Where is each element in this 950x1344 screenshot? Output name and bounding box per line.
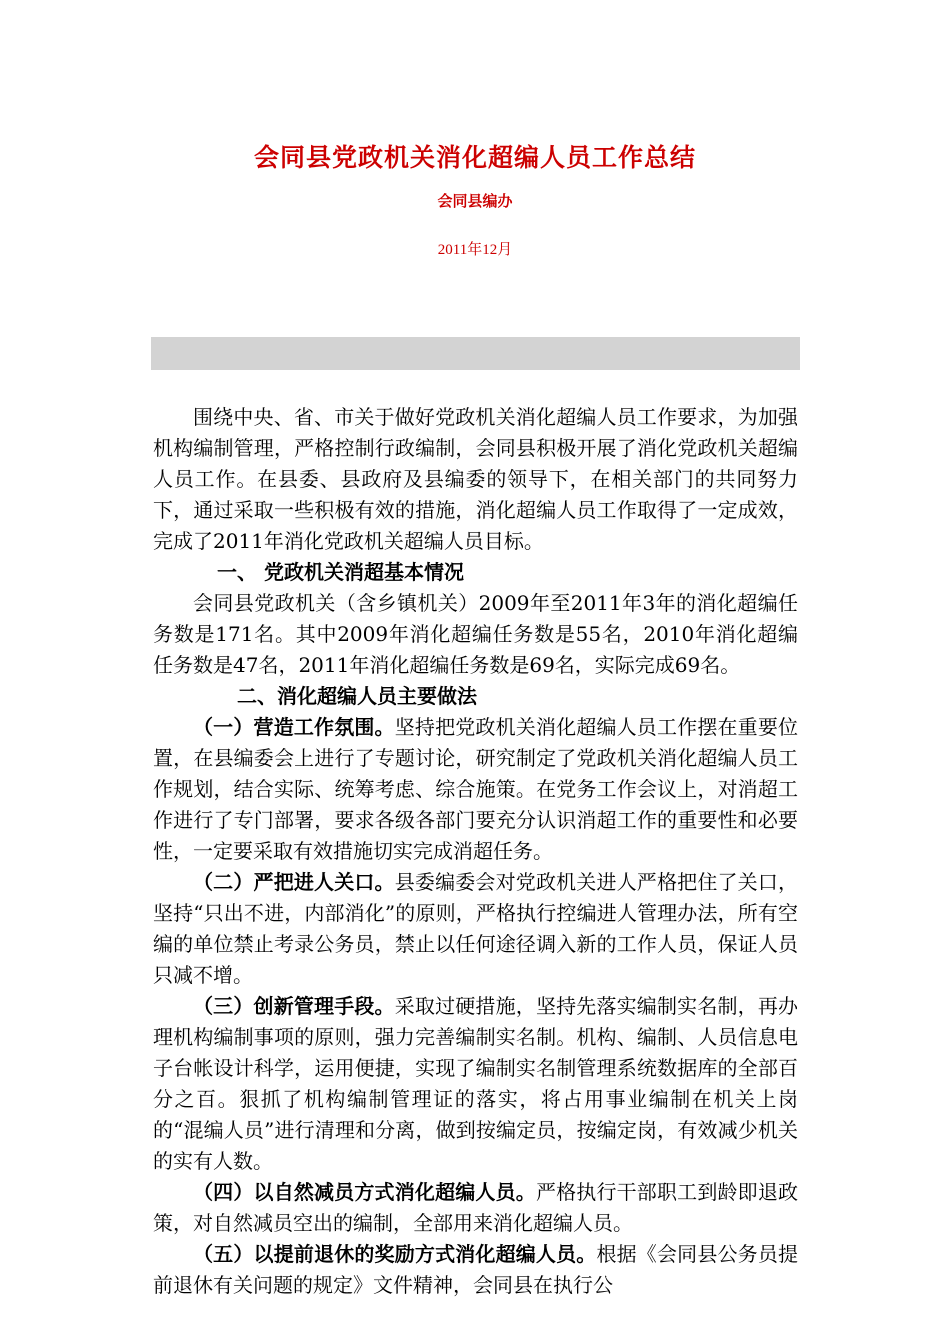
measure-paragraph-1 [153, 712, 798, 867]
document-title: 会同县党政机关消化超编人员工作总结 [253, 143, 696, 172]
measure-text: 根据《会同县公务员提前退休有关问题的规定》文件精神，会同县在执行公 [153, 1242, 799, 1297]
section-1-paragraph: 会同县党政机关（含乡镇机关）2009年至2011年3年的消化超编任务数是171名。其中2009年消化超编任务数是55名，2010年消化超编任务数是47名，2011年消化超编任务数是69名，实际完成69名。 [153, 591, 798, 677]
measure-text: 采取过硬措施，坚持先落实编制实名制，再办理机构编制事项的原则，强力完善编制实名制。机构、编制、人员信息电子台帐设计科学，运用便捷，实现了编制实名制管理系统数据库的全部百分之百。狠抓了机构编制管理证的落实，将占用事业编制在机关上岗的“混编人员”进行清理和分离，做到按编定员，按编定岗，有效减少机关的实有人数。 [153, 994, 799, 1173]
measure-text: 县委编委会对党政机关进人严格把住了关口，坚持“只出不进，内部消化”的原则，严格执行控编进人管理办法，所有空编的单位禁止考录公务员，禁止以任何途径调入新的工作人员，保证人员只减不增。 [153, 870, 799, 987]
document-date: 2011年12月 [437, 242, 513, 258]
measure-paragraph-3 [153, 991, 798, 1177]
measure-label: （五）以提前退休的奖励方式消化超编人员。 [193, 1242, 597, 1266]
measure-label: （四）以自然减员方式消化超编人员。 [193, 1180, 536, 1204]
measure-text: 严格执行干部职工到龄即退政策，对自然减员空出的编制，全部用来消化超编人员。 [153, 1180, 799, 1235]
intro-paragraph: 围绕中央、省、市关于做好党政机关消化超编人员工作要求，为加强机构编制管理，严格控制行政编制，会同县积极开展了消化党政机关超编人员工作。在县委、县政府及县编委的领导下，在相关部门的共同努力下，通过采取一些积极有效的措施，消化超编人员工作取得了一定成效，完成了2011年消化党政机关超编人员目标。 [153, 405, 798, 553]
measure-label: （二）严把进人关口。 [193, 870, 395, 894]
document-body [153, 402, 798, 1301]
gray-divider-bar [151, 337, 800, 370]
section-2-heading: 二、消化超编人员主要做法 [237, 684, 477, 708]
measure-label: （三）创新管理手段。 [193, 994, 395, 1018]
measure-label: （一）营造工作氛围。 [193, 715, 395, 739]
document-author: 会同县编办 [437, 192, 513, 210]
measure-paragraph-5 [153, 1239, 798, 1301]
measure-text: 坚持把党政机关消化超编人员工作摆在重要位置，在县编委会上进行了专题讨论，研究制定了党政机关消化超编人员工作规划，结合实际、统筹考虑、综合施策。在党务工作会议上，对消超工作进行了专门部署，要求各级各部门要充分认识消超工作的重要性和必要性，一定要采取有效措施切实完成消超任务。 [153, 715, 799, 863]
section-1-heading: 一、 党政机关消超基本情况 [217, 560, 464, 584]
measure-paragraph-4 [153, 1177, 798, 1239]
measure-paragraph-2 [153, 867, 798, 991]
